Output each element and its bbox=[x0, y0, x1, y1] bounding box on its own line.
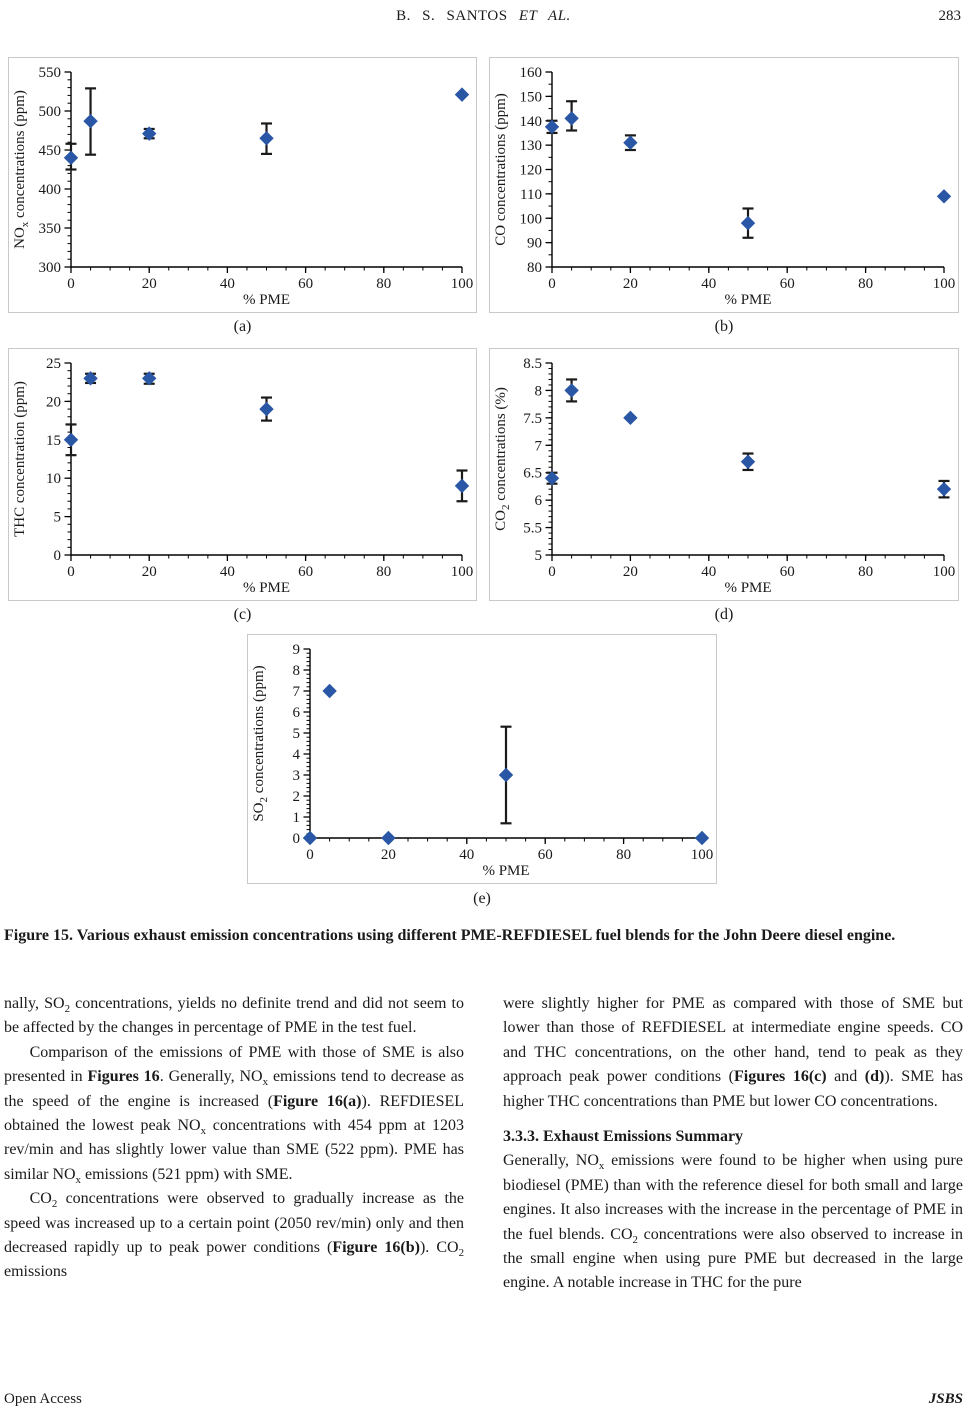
y-tick-label: 130 bbox=[519, 138, 542, 155]
data-point-marker bbox=[499, 768, 513, 782]
subscript-text: 2 bbox=[632, 1233, 638, 1246]
data-point-marker bbox=[455, 87, 469, 101]
y-tick-label: 7 bbox=[534, 438, 542, 455]
chart-letter-e: (e) bbox=[473, 890, 491, 907]
y-tick-label: 100 bbox=[519, 211, 542, 228]
x-tick-label: 20 bbox=[141, 276, 157, 292]
data-point-marker bbox=[695, 831, 709, 845]
y-tick-label: 5 bbox=[534, 548, 542, 564]
y-tick-label: 80 bbox=[527, 260, 542, 276]
y-tick-label: 6 bbox=[534, 493, 542, 510]
y-tick-label: 8 bbox=[292, 663, 300, 679]
data-points bbox=[545, 383, 951, 496]
y-tick-label: 350 bbox=[38, 221, 61, 237]
journal-abbrev: JSBS bbox=[928, 1391, 963, 1407]
x-axis-title: % PME bbox=[482, 863, 530, 879]
text-run: Generally, NO bbox=[503, 1152, 599, 1170]
chart-canvas-c bbox=[9, 349, 474, 598]
y-tick-label: 140 bbox=[519, 113, 542, 130]
y-tick-label: 2 bbox=[292, 789, 300, 805]
data-point-marker bbox=[741, 455, 755, 469]
y-tick-label: 400 bbox=[38, 182, 61, 198]
x-axis-ticks bbox=[548, 555, 955, 580]
subscript-text: x bbox=[262, 1076, 269, 1089]
y-tick-label: 5.5 bbox=[523, 520, 542, 537]
x-axis-ticks bbox=[67, 555, 473, 580]
paragraph bbox=[503, 1149, 963, 1295]
chart-co2-vs-pme bbox=[489, 348, 959, 601]
error-bars bbox=[66, 374, 468, 501]
data-point-marker bbox=[623, 411, 637, 425]
page-number: 283 bbox=[938, 8, 961, 24]
y-tick-label: 25 bbox=[46, 356, 61, 372]
y-tick-label: 150 bbox=[519, 89, 542, 106]
chart-so2-vs-pme bbox=[247, 634, 717, 884]
chart-co-vs-pme bbox=[489, 57, 959, 313]
x-tick-label: 40 bbox=[219, 564, 235, 580]
x-tick-label: 60 bbox=[779, 276, 795, 292]
x-tick-label: 0 bbox=[67, 276, 75, 292]
x-tick-label: 60 bbox=[779, 564, 795, 580]
x-tick-label: 40 bbox=[459, 847, 475, 863]
error-bars bbox=[66, 88, 273, 169]
running-head bbox=[0, 8, 967, 25]
x-tick-label: 60 bbox=[298, 276, 314, 292]
y-axis-title: THC concentration (ppm) bbox=[12, 381, 28, 537]
y-tick-label: 8 bbox=[534, 383, 542, 400]
text-run: ET AL. bbox=[518, 8, 571, 24]
x-tick-label: 100 bbox=[932, 564, 956, 580]
body-column-left bbox=[4, 992, 464, 1285]
data-points bbox=[64, 371, 469, 493]
figure-caption: Figure 15. Various exhaust emission concentrations using different PME-REFDIESEL fuel blends for the John Deere diesel engine. bbox=[4, 927, 896, 944]
y-tick-label: 90 bbox=[527, 235, 542, 252]
paragraph bbox=[4, 1041, 464, 1187]
data-point-marker bbox=[564, 111, 578, 125]
x-axis-title: % PME bbox=[242, 580, 291, 596]
y-tick-label: 0 bbox=[53, 548, 61, 564]
y-tick-label: 6 bbox=[292, 705, 300, 721]
data-point-marker bbox=[303, 831, 317, 845]
x-tick-label: 20 bbox=[622, 276, 638, 292]
axes bbox=[71, 72, 462, 267]
y-tick-label: 0 bbox=[292, 831, 300, 847]
subscript-text: x bbox=[200, 1125, 207, 1138]
subscript-text: 2 bbox=[51, 1198, 58, 1211]
y-tick-label: 160 bbox=[519, 65, 542, 81]
x-tick-label: 0 bbox=[548, 276, 556, 292]
x-tick-label: 100 bbox=[690, 847, 714, 863]
y-tick-label: 3 bbox=[292, 768, 300, 784]
y-tick-label: 450 bbox=[38, 143, 61, 159]
chart-nox-vs-pme bbox=[8, 57, 477, 313]
x-axis-title: % PME bbox=[724, 292, 772, 308]
data-point-marker bbox=[64, 151, 78, 165]
x-tick-label: 20 bbox=[380, 847, 396, 863]
text-run: nally, SO bbox=[4, 995, 65, 1012]
paragraph bbox=[4, 992, 464, 1041]
y-tick-label: 7 bbox=[292, 684, 300, 700]
data-point-marker bbox=[937, 189, 951, 203]
x-axis-ticks bbox=[548, 267, 955, 292]
y-tick-label: 6.5 bbox=[523, 465, 542, 482]
y-tick-label: 5 bbox=[292, 726, 300, 742]
paragraph bbox=[503, 992, 963, 1114]
text-run: . Generally, NO bbox=[159, 1068, 263, 1086]
x-tick-label: 80 bbox=[616, 847, 632, 863]
x-tick-label: 60 bbox=[298, 564, 314, 580]
x-axis-title: % PME bbox=[242, 292, 291, 308]
text-run: ). CO bbox=[419, 1239, 459, 1257]
x-tick-label: 80 bbox=[376, 564, 392, 580]
body-column-right bbox=[503, 992, 963, 1296]
text-run: B. S. SANTOS bbox=[396, 8, 519, 24]
error-bars bbox=[547, 101, 754, 238]
x-tick-label: 40 bbox=[701, 276, 717, 292]
y-tick-label: 5 bbox=[53, 509, 61, 526]
chart-canvas-d bbox=[490, 349, 956, 598]
subscript-text: 2 bbox=[64, 1003, 70, 1016]
section-heading: 3.3.3. Exhaust Emissions Summary bbox=[503, 1128, 744, 1146]
text-run: Figures 16 bbox=[87, 1068, 160, 1086]
chart-canvas-e bbox=[248, 635, 714, 881]
y-tick-label: 15 bbox=[46, 432, 61, 449]
y-axis-title: $NO_x$ concentrations (ppm) bbox=[12, 90, 31, 249]
data-point-marker bbox=[623, 135, 637, 149]
subscript-text: x bbox=[75, 1174, 81, 1187]
x-tick-label: 40 bbox=[219, 276, 235, 292]
x-tick-label: 100 bbox=[450, 564, 474, 580]
text-run: CO bbox=[29, 1190, 52, 1208]
text-run: concentrations were also observed to increase in the small engine when using pure PME but decreased in the large engine. A notable increase in THC for the pure bbox=[503, 1225, 963, 1292]
text-run: Figures 16(c) bbox=[734, 1068, 827, 1086]
data-point-marker bbox=[564, 383, 578, 397]
y-tick-label: 550 bbox=[38, 65, 61, 81]
chart-canvas-b bbox=[490, 58, 956, 310]
data-point-marker bbox=[259, 131, 273, 145]
text-run: Comparison of the emissions of PME with those of SME is also presented in bbox=[4, 1043, 464, 1086]
error-bars bbox=[547, 379, 950, 497]
text-run: Figure 16(a) bbox=[273, 1092, 362, 1110]
x-axis-ticks bbox=[306, 838, 713, 863]
text-run: were slightly higher for PME as compared with those of SME but lower than those of REFDIESEL at intermediate engine speeds. CO and THC concentrations, on the other hand, tend to peak as they approach peak power conditions ( bbox=[503, 995, 963, 1086]
text-run: emissions bbox=[4, 1263, 68, 1281]
paragraph bbox=[4, 1187, 464, 1285]
y-axis-ticks bbox=[293, 642, 311, 847]
x-tick-label: 20 bbox=[622, 564, 638, 580]
x-axis-title: % PME bbox=[724, 580, 772, 596]
x-tick-label: 40 bbox=[701, 564, 717, 580]
y-tick-label: 120 bbox=[519, 162, 542, 179]
data-point-marker bbox=[259, 402, 273, 416]
y-tick-label: 4 bbox=[292, 747, 300, 763]
x-tick-label: 20 bbox=[141, 564, 157, 580]
y-axis-ticks bbox=[523, 356, 552, 564]
text-run: ). SME has higher THC concentrations than PME but lower CO concentrations. bbox=[503, 1068, 964, 1110]
subscript-text: x bbox=[598, 1160, 605, 1173]
text-run: (d) bbox=[864, 1068, 885, 1086]
text-run: concentrations were observed to gradually increase as the speed was increased up to a certain point (2050 rev/min) only and then decreased rapidly up to peak power conditions ( bbox=[4, 1190, 464, 1257]
y-tick-label: 9 bbox=[292, 642, 300, 658]
text-run: emissions (521 ppm) with SME. bbox=[80, 1165, 293, 1183]
x-axis-ticks bbox=[67, 267, 473, 292]
chart-letter-c: (c) bbox=[233, 606, 252, 623]
text-run: concentrations with 454 ppm at 1203 rev/min and has slightly lower value than SME (522 ppm). PME has similar NO bbox=[4, 1117, 465, 1183]
text-run: ). REFDIESEL obtained the lowest peak NO bbox=[4, 1092, 465, 1135]
y-tick-label: 10 bbox=[46, 471, 61, 488]
data-point-marker bbox=[64, 433, 78, 447]
y-tick-label: 300 bbox=[38, 260, 61, 276]
y-tick-label: 7.5 bbox=[523, 410, 542, 427]
data-point-marker bbox=[322, 684, 336, 698]
x-tick-label: 0 bbox=[67, 564, 75, 580]
data-point-marker bbox=[937, 482, 951, 496]
chart-canvas-a bbox=[9, 58, 474, 310]
x-tick-label: 100 bbox=[450, 276, 474, 292]
data-point-marker bbox=[381, 831, 395, 845]
x-tick-label: 60 bbox=[537, 847, 553, 863]
y-tick-label: 20 bbox=[46, 394, 61, 411]
y-tick-label: 110 bbox=[520, 186, 542, 203]
x-tick-label: 0 bbox=[548, 564, 556, 580]
subscript-text: 2 bbox=[458, 1247, 464, 1260]
chart-letter-a: (a) bbox=[233, 318, 252, 335]
y-axis-ticks bbox=[46, 356, 71, 564]
y-axis-title: $SO_2$ concentrations (ppm) bbox=[251, 665, 270, 822]
y-axis-title: $CO_2$ concentrations (%) bbox=[493, 387, 512, 531]
y-tick-label: 1 bbox=[292, 810, 300, 826]
x-tick-label: 80 bbox=[858, 564, 874, 580]
x-tick-label: 0 bbox=[306, 847, 314, 863]
chart-letter-d: (d) bbox=[714, 606, 734, 623]
text-run: concentrations, yields no definite trend and did not seem to be affected by the changes in percentage of PME in the test fuel. bbox=[4, 995, 465, 1037]
data-point-marker bbox=[83, 114, 97, 128]
text-run: emissions were found to be higher when using pure biodiesel (PME) than with the reference diesel for both small and large engines. It also increases with the increase in the percentage of PME in the fuel blends. CO bbox=[503, 1152, 963, 1243]
data-point-marker bbox=[741, 216, 755, 230]
x-tick-label: 80 bbox=[376, 276, 392, 292]
y-tick-label: 500 bbox=[38, 104, 61, 120]
axes bbox=[71, 363, 462, 555]
data-point-marker bbox=[455, 479, 469, 493]
text-run: and bbox=[826, 1068, 865, 1086]
y-axis-ticks bbox=[520, 65, 553, 276]
chart-thc-vs-pme bbox=[8, 348, 477, 601]
chart-letter-b: (b) bbox=[714, 318, 734, 335]
x-tick-label: 100 bbox=[932, 276, 956, 292]
x-tick-label: 80 bbox=[858, 276, 874, 292]
open-access-label: Open Access bbox=[4, 1391, 82, 1407]
y-axis-title: CO concentrations (ppm) bbox=[493, 93, 509, 246]
text-run: emissions tend to decrease as the speed of the engine is increased ( bbox=[4, 1068, 465, 1110]
text-run: Figure 16(b) bbox=[332, 1239, 420, 1257]
y-tick-label: 8.5 bbox=[523, 356, 542, 372]
